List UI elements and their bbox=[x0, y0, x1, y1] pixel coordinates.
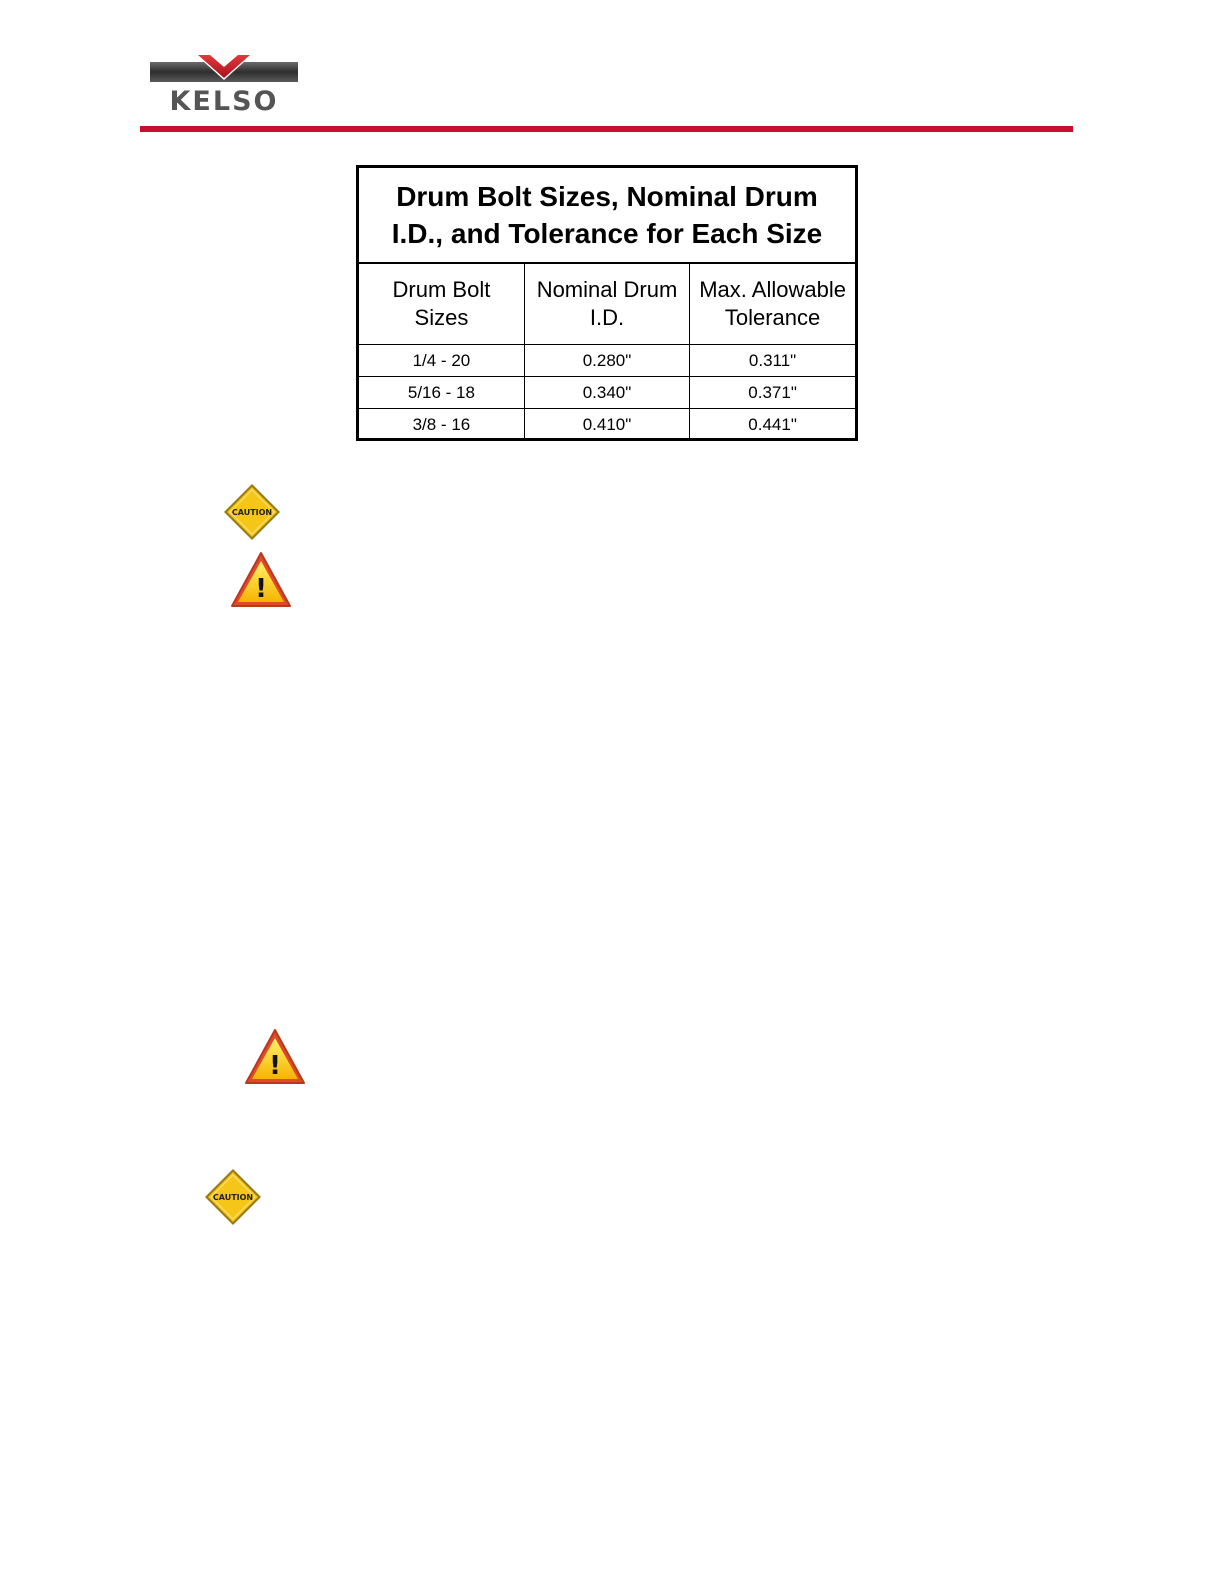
table-row bbox=[359, 345, 855, 377]
table-title-line-1: Drum Bolt Sizes, Nominal Drum bbox=[396, 181, 818, 212]
table-title-line-2: I.D., and Tolerance for Each Size bbox=[391, 218, 823, 249]
header-text: Tolerance bbox=[724, 305, 821, 330]
header-max-allowable-tolerance bbox=[690, 264, 855, 345]
header-drum-bolt-sizes bbox=[359, 264, 524, 345]
kelso-logo-graphic bbox=[148, 52, 300, 114]
cell-bolt-size: 5/16 - 18 bbox=[359, 377, 524, 409]
header-text: I.D. bbox=[589, 305, 625, 330]
cell-tolerance: 0.311" bbox=[690, 345, 855, 377]
table-row bbox=[359, 409, 855, 441]
cell-tolerance: 0.371" bbox=[690, 377, 855, 409]
caution-label: CAUTION bbox=[212, 1193, 254, 1202]
warning-triangle-icon bbox=[244, 1028, 306, 1086]
header-text: Drum Bolt bbox=[392, 277, 491, 302]
warning-glyph: ! bbox=[255, 574, 267, 604]
warning-triangle-icon bbox=[230, 551, 292, 609]
cell-nominal-id: 0.410" bbox=[524, 409, 689, 441]
kelso-logo bbox=[148, 52, 300, 114]
cell-nominal-id: 0.340" bbox=[524, 377, 689, 409]
cell-bolt-size: 1/4 - 20 bbox=[359, 345, 524, 377]
header-nominal-drum-id bbox=[524, 264, 689, 345]
cell-tolerance: 0.441" bbox=[748, 414, 797, 434]
header-text: Nominal Drum bbox=[536, 277, 678, 302]
caution-label: CAUTION bbox=[231, 508, 273, 517]
drum-bolt-table bbox=[356, 165, 858, 441]
caution-diamond-icon bbox=[203, 1167, 263, 1227]
cell-nominal-id: 0.280" bbox=[524, 345, 689, 377]
cell-bolt-size: 3/8 - 16 bbox=[359, 409, 524, 441]
header-rule bbox=[140, 126, 1073, 132]
logo-text: KELSO bbox=[169, 86, 279, 114]
table-row bbox=[359, 377, 855, 409]
warning-glyph: ! bbox=[269, 1051, 281, 1081]
caution-diamond-icon bbox=[222, 482, 282, 542]
table-title bbox=[359, 168, 855, 264]
tolerance-table bbox=[359, 264, 855, 440]
header-text: Max. Allowable bbox=[699, 277, 846, 302]
header-text: Sizes bbox=[414, 305, 469, 330]
table-header-row bbox=[359, 264, 855, 345]
